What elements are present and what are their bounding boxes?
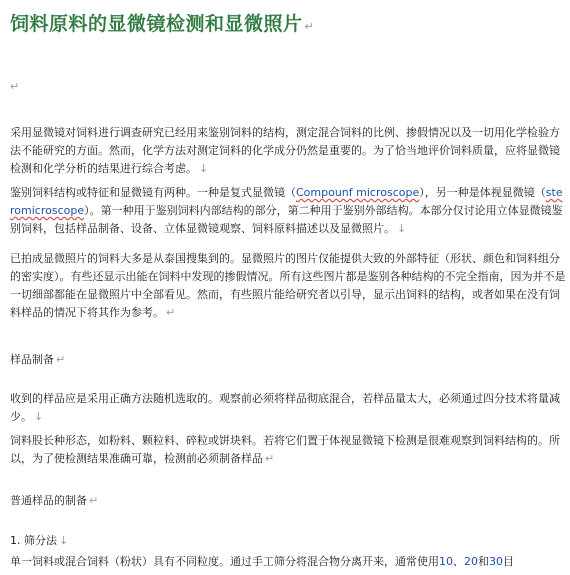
intro-paragraph-2-text-c: ）。第一种用于鉴别饲料内部结构的部分，第二种用于鉴别外部结构。本部分仅讨论用立体显微镜鉴别饲料，包括样品制备、设备、立体显微镜观察、饲料原料描述以及显微照片。 [10,204,563,235]
sieve-paragraph-1-end: 目 [503,555,514,568]
intro-paragraph-2-text-b: ），另一种是体视显微镜（ [419,186,546,199]
stereomicroscope-term: steromicroscope [10,186,563,217]
sieve-separator-2: 和 [478,555,489,568]
sample-prep-heading-text: 样品制备 [10,353,54,366]
intro-paragraph-3-text: 已拍成显微照片的饲料大多是从泰国搜集到的。显微照片的图片仅能提供大致的外部特征（形状、颜色和饲料组分的密实度）。有些还显示出能在饲料中发现的掺假情况。所有这些图片都是鉴别各种结构的不完全指南，因为并不是一切细部都能在显微照片中全部看见。然而，有些照片能给研究者以引导，显示出饲料的结构，或者如果在没有饲料样品的情况下将其作为参考。 [10,252,566,319]
document-title-text: 饲料原料的显微镜检测和显微照片 [10,13,303,35]
intro-paragraph-3 [10,250,566,322]
paragraph-mark-icon: ↵ [89,494,99,507]
intro-paragraph-1-text: 采用显微镜对饲料进行调查研究已经用来鉴别饲料的结构，测定混合饲料的比例、掺假情况以及一切用化学检验方法不能研究的方面。然而，化学方法对测定饲料的化学成分仍然是重要的。为了恰当地评价饲料质量，应将显微镜检测和化学分析的结果进行综合考虑。 [10,126,560,175]
sieve-paragraph-1-text: 单一饲料或混合饲料（粉状）具有不同粒度。通过手工筛分将混合物分离开来，通常使用 [10,555,439,568]
line-break-icon: ↓ [34,410,44,423]
normal-sample-heading [10,492,98,508]
paragraph-mark-icon: ↵ [265,452,275,465]
sample-paragraph-2-text: 饲料股长种形态，如粉料、颗粒料、碎粒或饼块料。若将它们置于体视显微镜下检测是很难观察到饲料结构的。所以，为了使检测结果准确可靠，检测前必须制备样品 [10,434,560,465]
sample-paragraph-1-text: 收到的样品应是采用正确方法随机选取的。观察前必须将样品彻底混合，若样品量太大，必须通过四分技术将量减少。 [10,392,560,423]
paragraph-mark-icon: ↵ [10,80,20,93]
sieve-method-heading-text: 1. 筛分法 [10,534,57,547]
intro-paragraph-2 [10,184,566,238]
line-break-icon: ↓ [199,162,209,175]
sample-paragraph-2 [10,432,566,468]
document-title [10,9,314,36]
normal-sample-heading-text: 普通样品的制备 [10,494,87,507]
line-break-icon: ↓ [59,534,69,547]
compound-microscope-term: Compounf microscope [296,186,420,199]
mesh-size-20: 20 [464,555,478,568]
sieve-paragraph-1 [10,553,514,569]
mesh-size-30: 30 [489,555,503,568]
paragraph-mark-icon: ↵ [304,20,315,33]
paragraph-mark-icon: ↵ [56,353,66,366]
paragraph-mark-icon: ↵ [166,306,176,319]
intro-paragraph-2-text-a: 鉴别饲料结构或特征和显微镜有两种。一种是复式显微镜（ [10,186,296,199]
line-break-icon: ↓ [397,222,407,235]
sample-prep-heading [10,351,65,367]
sample-paragraph-1 [10,390,566,426]
sieve-method-heading [10,532,68,548]
sieve-separator-1: 、 [453,555,464,568]
mesh-size-10: 10 [439,555,453,568]
intro-paragraph-1 [10,124,566,178]
